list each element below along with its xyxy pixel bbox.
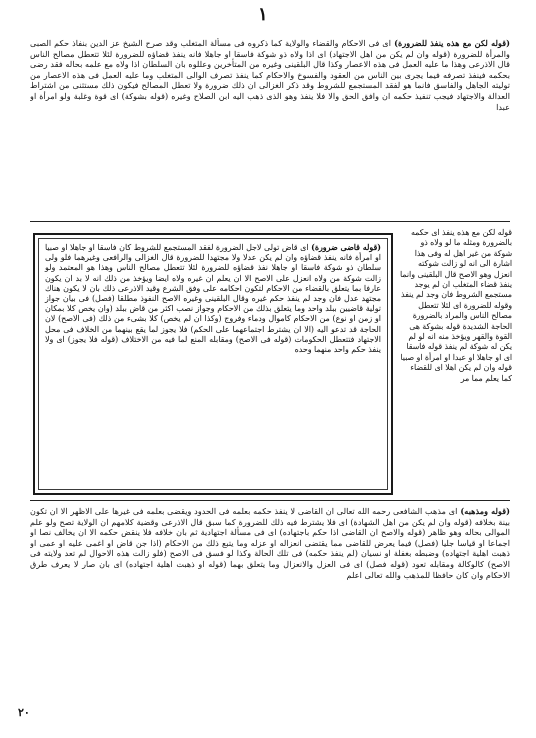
framed-main-text — [33, 233, 393, 495]
top-commentary-lemma: (قوله لكن مع هذه ينفذ للضرورة) — [390, 38, 510, 48]
bottom-divider — [30, 500, 510, 501]
folio-number: ١ — [258, 4, 268, 25]
page-footer-mark: ٢٠ — [18, 706, 30, 719]
framed-main-text-inner — [38, 238, 388, 490]
top-commentary — [30, 38, 510, 218]
top-divider — [30, 221, 510, 222]
top-commentary-paragraph — [30, 38, 510, 112]
margin-gloss-text: قوله لكن مع هذه ينفذ اى حكمه بالضرورة ومثله ما لو ولاه ذو شوكة من غير اهل له وفى هذا اشارة الى انه لو زالت شوكته انعزل وهو الاصح قال البلقينى وانما ينفذ قضاء المتغلب ان لم يوجد مستجمع الشروط فان وجد لم ينفذ وقوله للضرورة اى لئلا تتعطل مصالح الناس والمراد بالضرورة الحاجة الشديدة قوله بشوكة هى القوة والقهر ويؤخذ منه انه لو لم يكن له شوكة لم ينفذ قوله فاسقا اى او جاهلا او عبدا او امرأة او صبيا قوله وان لم يكن اهلا اى للقضاء كما يعلم مما مر — [400, 228, 512, 383]
bottom-commentary-paragraph — [30, 506, 510, 580]
top-commentary-body: اى فى الاحكام والقضاء والولاية كما ذكروه فى مسألة المتغلب وقد صرح الشيخ عز الدين بنفاذ حكم الصبى والمرأة للضرورة (قوله وان لم يكن من اهل الاجتهاد) اى اذا ولاه ذو شوكة فاسقا او جاهلا فانه ينفذ قضاؤه للضرورة لئلا تتعطل مصالح الناس قال الاذرعى وهذا ما عليه العمل فى هذه الاعصار وكذا قال البلقينى وغيره من المتأخرين وعللوه بان السلطان اذا ولاه مع علمه بحاله فقد رضى بحكمه فينفذ تصرفه فيما يجرى بين الناس من العقود والفسوخ والاحكام كما ينفذ تصرف الوالى المتغلب وما عليه العمل فى هذه الاعصار من توليته الجاهل والفاسق فانما هو لفقد المستجمع للشروط وقد ذكر الغزالى ان ذلك ضرورة ولا تعطل المصالح فيكون ذلك مستثنى من اشتراط العدالة والاجتهاد فيجب تنفيذ حكمه ان وافق الحق والا فلا ينفذ وهو الذى ذهب اليه ابن الصلاح وغيره (قوله بشوكة) اى قوة وغلبة ولو امرأة او عبدا — [30, 38, 510, 112]
bottom-commentary-lemma: (قوله ومذهبه) — [457, 506, 510, 516]
bottom-commentary — [30, 506, 510, 686]
framed-text-body: اى قاض تولى لاجل الضرورة لفقد المستجمع للشروط كان فاسقا او جاهلا او صبيا او امرأة فانه ينفذ قضاؤه وان لم يكن عدلا ولا مجتهدا للضرورة قال الغزالى والرافعى وغيرهما فلو ولى سلطان ذو شوكة فاسقا او جاهلا نفذ قضاؤه للضرورة لئلا تتعطل مصالح الناس وهذا هو المعتمد ولو زالت شوكة من ولاه انعزل على الاصح الا ان يعلم ان غيره ولاه ايضا ويؤخذ من ذلك انه لا بد ان يكون عارفا بما يتعلق بالقضاء من الاحكام لتكون احكامه على وفق الشرع وقيد الاذرعى ذلك بان لا يكون هناك مجتهد عدل فان وجد لم ينفذ حكم غيره وقال البلقينى وغيره الاصح النفوذ مطلقا (فصل) فى بيان جواز تولية قاضيين ببلد واحد وما يتعلق بذلك من الاحكام وجواز نصب اكثر من قاض ببلد (وان يخص كلا بمكان او زمن او نوع) من الاحكام كاموال ودماء وفروج (وكذا ان لم يخص) كلا بشىء من ذلك (فى الاصح) لان الحاجة قد تدعو اليه (الا ان يشترط اجتماعهما على الحكم) فلا يجوز لما يقع بينهما من الخلاف فى محل الاجتهاد فتتعطل الحكومات (قوله فى الاصح) ومقابله المنع لما فيه من الاختلاف (قوله فلا يجوز) اى ولا ينفذ حكم واحد منهما وحده — [45, 243, 381, 355]
framed-text-lemma: (قوله قاضى ضرورة) — [311, 243, 381, 252]
bottom-commentary-body: اى مذهب الشافعى رحمه الله تعالى ان القاضى لا ينفذ حكمه بعلمه فى الحدود ويقضى بعلمه فى غيرها على الاظهر الا ان تكون بينة بخلافه (قوله وان لم يكن من اهل الشهادة) اى فلا يشترط فيه ذلك للضرورة كما سبق قال الاذرعى وقضية كلامهم ان الولاية تصح ولو علم الموالى بحاله وهو ظاهر (قوله والاصح ان القاضى اذا حكم باجتهاده) اى فى مسألة اجتهادية ثم بان خلافه فلا ينقض حكمه الا ان يخالف نصا او اجماعا او قياسا جليا (فصل) فيما يعرض للقاضى مما يقتضى انعزاله او عزله وما يتبع ذلك من الاحكام (اذا جن قاض او اغمى عليه او عمى او ذهبت اهلية اجتهاده) وضبطه بغفلة او نسيان (لم ينفذ حكمه) فى تلك الحالة وكذا لو فسق فى الاصح (فلو زالت هذه الاحوال لم تعد ولايته فى الاصح) كالوكالة ومقابله تعود (قوله فصل) اى فى العزل والانعزال وما يتعلق بهما (قوله او ذهبت اهلية اجتهاده) اى بان صار لا يعرف طرق الاحكام وان كان حافظا للمذهب والله تعالى اعلم — [30, 506, 510, 580]
margin-gloss — [400, 228, 512, 496]
